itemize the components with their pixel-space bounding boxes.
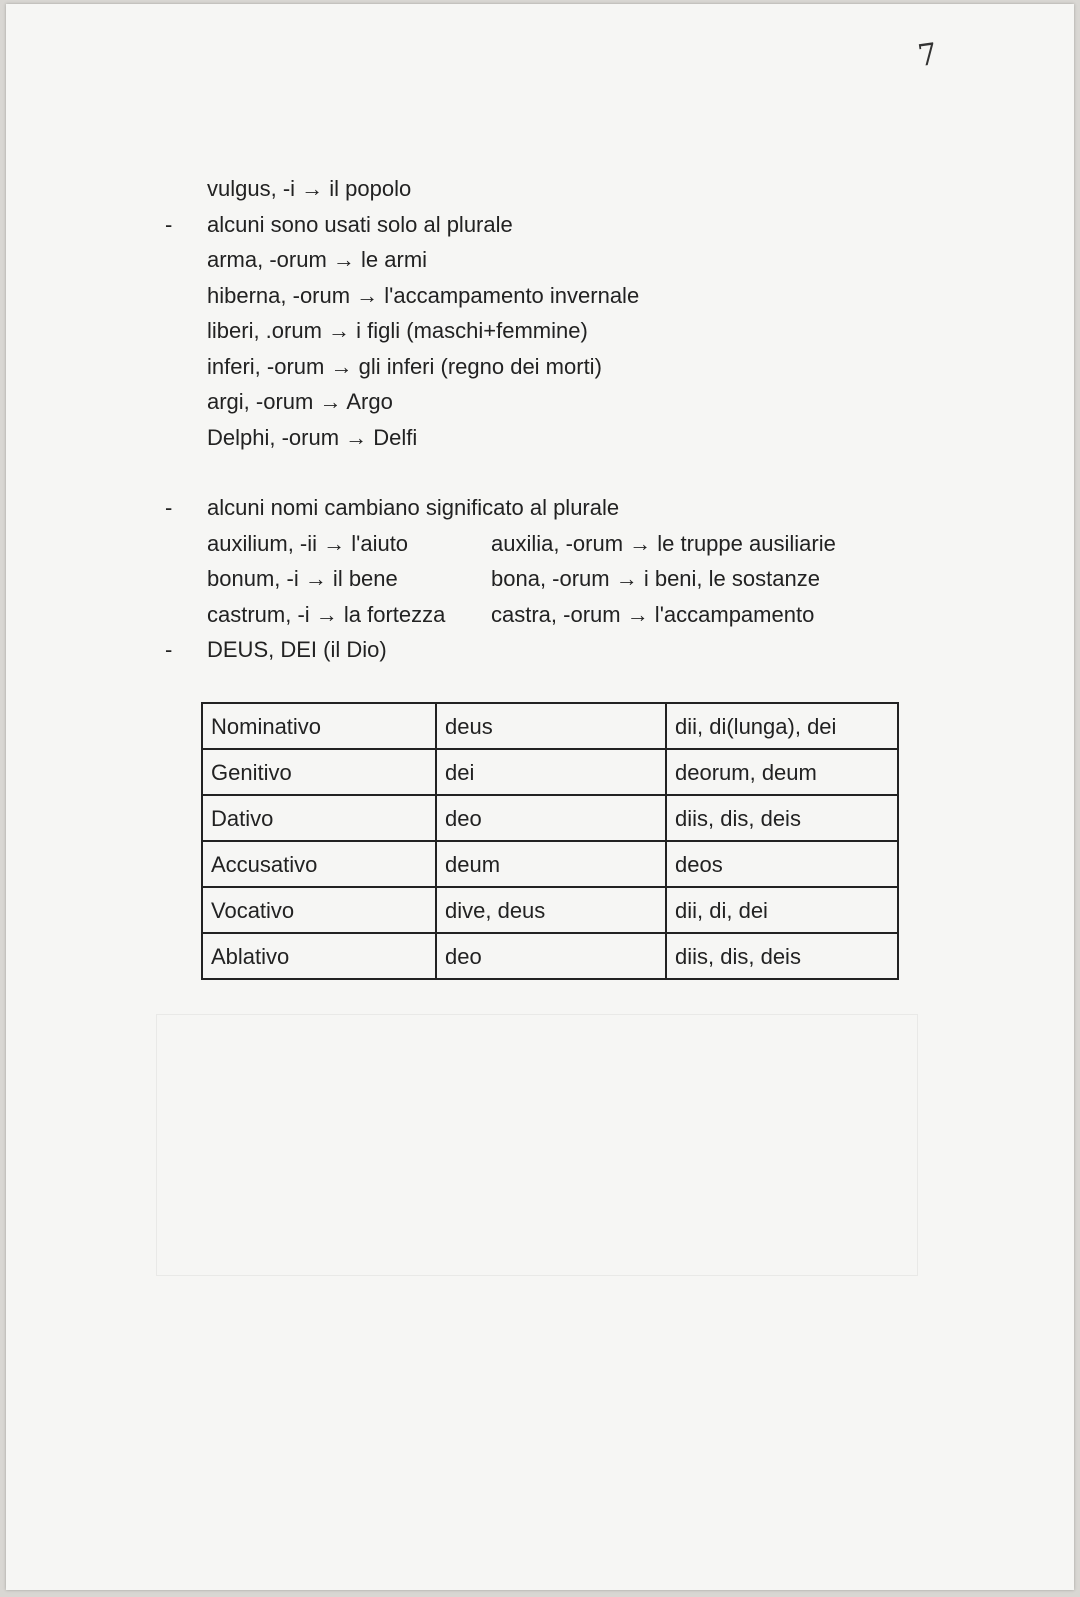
plural-cell: diis, dis, deis (666, 795, 898, 841)
singular-cell: dei (436, 749, 666, 795)
singular-cell: dive, deus (436, 887, 666, 933)
table-row (202, 703, 898, 749)
bullet-dash: - (165, 212, 173, 237)
plural-cell: deorum, deum (666, 749, 898, 795)
plural-cell: dii, di(lunga), dei (666, 703, 898, 749)
singular-cell: deo (436, 933, 666, 979)
singular-cell: deus (436, 703, 666, 749)
page-number: 7 (915, 36, 940, 75)
vocab-line: bona, -orum → i beni, le sostanze (491, 566, 820, 591)
section-heading: alcuni sono usati solo al plurale (207, 212, 513, 237)
table-row (202, 795, 898, 841)
vocab-line: liberi, .orum → i figli (maschi+femmine) (207, 318, 588, 343)
section-heading: DEUS, DEI (il Dio) (207, 637, 387, 662)
table-row (202, 887, 898, 933)
vocab-line: Delphi, -orum → Delfi (207, 425, 418, 450)
bullet-dash: - (165, 495, 173, 520)
case-cell: Dativo (202, 795, 436, 841)
vocab-line: auxilium, -ii → l'aiuto (207, 531, 409, 556)
bullet-dash: - (165, 637, 173, 662)
vocab-line: bonum, -i → il bene (207, 566, 398, 591)
vocab-line: vulgus, -i → il popolo (207, 176, 412, 201)
vocab-line: hiberna, -orum → l'accampamento invernale (207, 283, 640, 308)
vocab-line: arma, -orum → le armi (207, 247, 428, 272)
vocab-line: argi, -orum → Argo (207, 389, 393, 414)
plural-cell: dii, di, dei (666, 887, 898, 933)
table-row (202, 749, 898, 795)
plural-cell: deos (666, 841, 898, 887)
case-cell: Vocativo (202, 887, 436, 933)
plural-cell: diis, dis, deis (666, 933, 898, 979)
table-row (202, 841, 898, 887)
vocab-line: castrum, -i → la fortezza (207, 602, 446, 627)
singular-cell: deo (436, 795, 666, 841)
declension-table (201, 702, 899, 980)
case-cell: Genitivo (202, 749, 436, 795)
section-heading: alcuni nomi cambiano significato al plurale (207, 495, 620, 520)
vocab-line: auxilia, -orum → le truppe ausiliarie (491, 531, 836, 556)
case-cell: Nominativo (202, 703, 436, 749)
case-cell: Accusativo (202, 841, 436, 887)
table-row (202, 933, 898, 979)
vocab-line: castra, -orum → l'accampamento (491, 602, 815, 627)
case-cell: Ablativo (202, 933, 436, 979)
singular-cell: deum (436, 841, 666, 887)
bleed-through-shadow (156, 1014, 918, 1276)
vocab-line: inferi, -orum → gli inferi (regno dei morti) (207, 354, 602, 379)
